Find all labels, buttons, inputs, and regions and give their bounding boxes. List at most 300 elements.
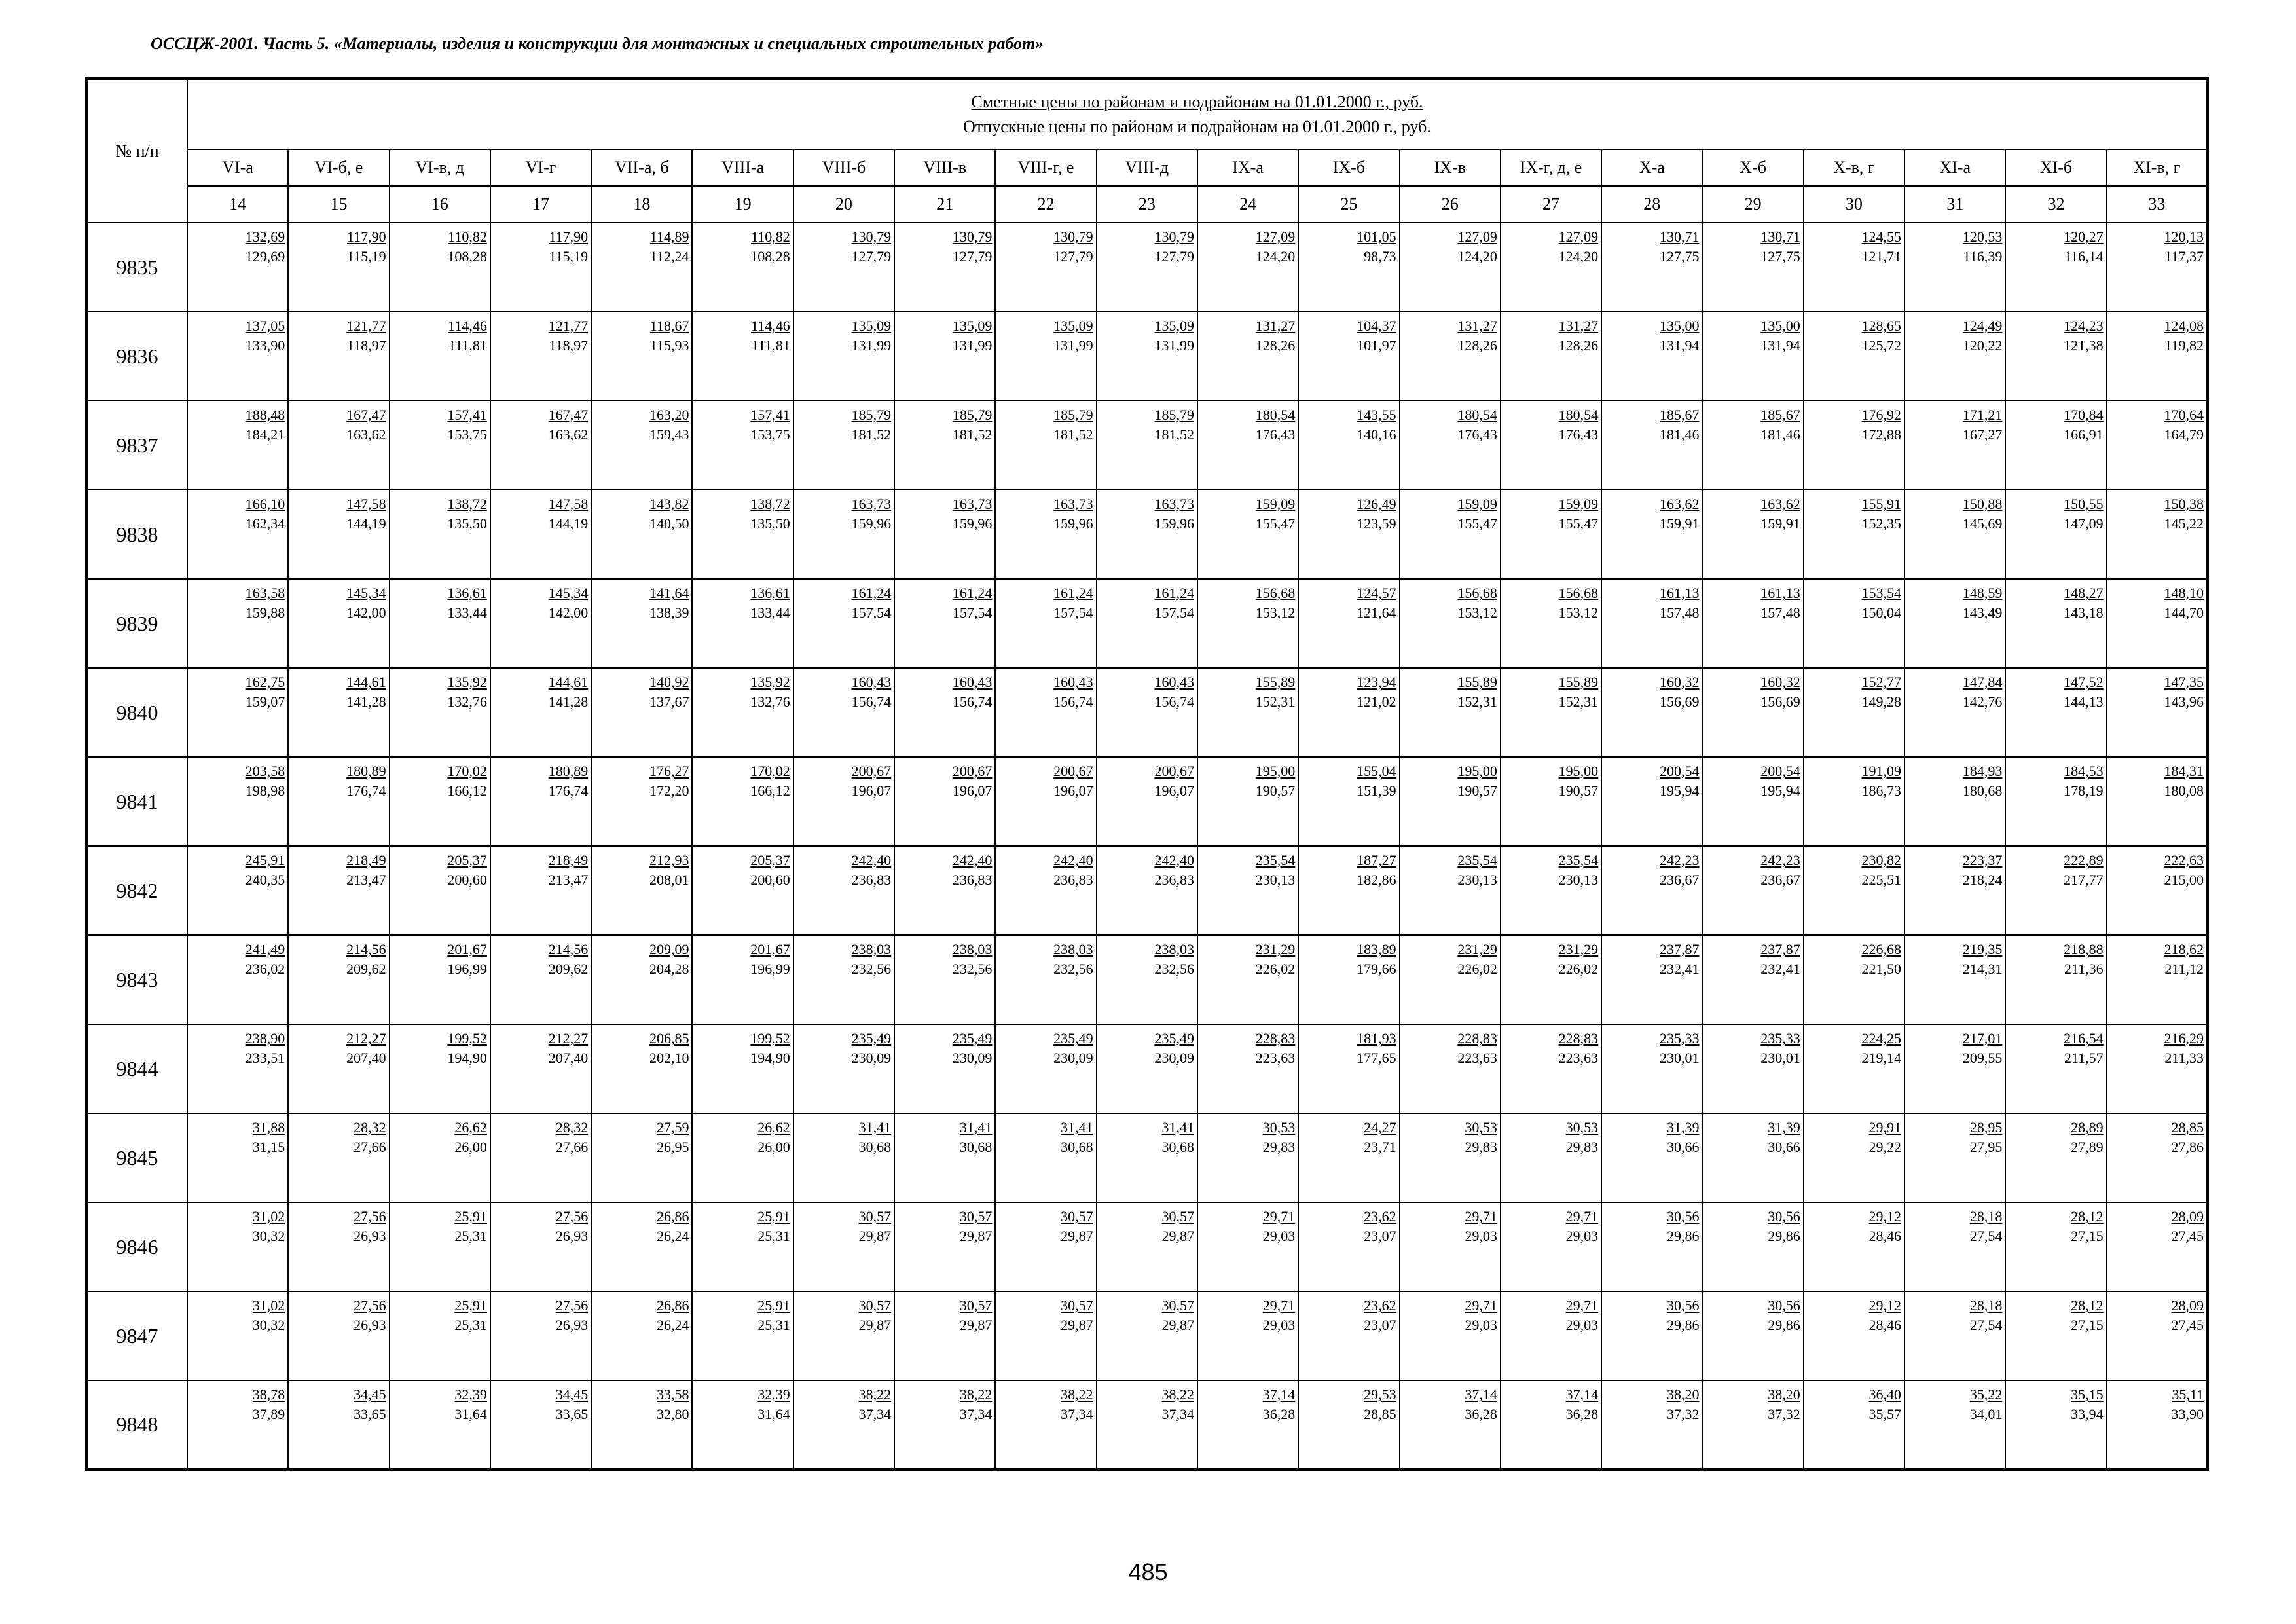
- estimated-price: 38,20: [1768, 1386, 1800, 1403]
- price-cell: [1601, 1291, 1702, 1380]
- price-cell: [894, 935, 995, 1024]
- estimated-price: 27,59: [656, 1119, 689, 1135]
- price-cell: [1400, 401, 1501, 490]
- estimated-price: 230,82: [1861, 852, 1902, 868]
- release-price: 151,39: [1357, 783, 1396, 799]
- price-cell: [1501, 935, 1601, 1024]
- estimated-price: 200,54: [1659, 763, 1700, 779]
- estimated-price: 140,92: [649, 674, 689, 690]
- estimated-price: 30,57: [1161, 1297, 1194, 1314]
- estimated-price: 34,45: [354, 1386, 386, 1403]
- release-price: 150,04: [1861, 604, 1902, 621]
- release-price: 30,66: [1666, 1139, 1700, 1155]
- estimated-price: 144,61: [548, 674, 589, 690]
- estimated-price: 238,03: [851, 941, 892, 957]
- release-price: 232,41: [1760, 961, 1800, 977]
- region-header: VIII-г, е: [995, 149, 1096, 186]
- row-number: 9841: [86, 757, 187, 846]
- release-price: 232,56: [851, 961, 892, 977]
- estimated-price: 38,20: [1666, 1386, 1700, 1403]
- price-cell: [1197, 1380, 1298, 1469]
- price-cell: [1298, 757, 1399, 846]
- table-body: [86, 223, 2208, 1469]
- release-price: 27,66: [354, 1139, 386, 1155]
- estimated-price: 28,89: [2071, 1119, 2104, 1135]
- estimated-price: 26,86: [656, 1208, 689, 1225]
- release-price: 111,81: [448, 337, 487, 354]
- release-price: 159,91: [1760, 515, 1800, 532]
- price-cell: [1197, 312, 1298, 401]
- price-cell: [1804, 490, 1904, 579]
- release-price: 211,12: [2164, 961, 2204, 977]
- price-cell: [692, 490, 793, 579]
- price-cell: [1904, 223, 2005, 312]
- price-cell: [591, 668, 692, 757]
- price-cell: [1804, 935, 1904, 1024]
- price-cell: [2005, 1113, 2106, 1202]
- release-price: 196,99: [750, 961, 790, 977]
- estimated-price: 30,53: [1565, 1119, 1599, 1135]
- estimated-price: 35,11: [2172, 1386, 2204, 1403]
- release-price: 133,90: [245, 337, 285, 354]
- release-price: 208,01: [649, 872, 689, 888]
- column-number: 20: [793, 186, 894, 223]
- release-price: 119,82: [2164, 337, 2204, 354]
- price-cell: [1501, 312, 1601, 401]
- price-cell: [1804, 579, 1904, 668]
- estimated-price: 130,79: [1154, 229, 1194, 245]
- price-cell: [490, 401, 591, 490]
- release-price: 182,86: [1357, 872, 1396, 888]
- release-price: 33,90: [2171, 1406, 2204, 1422]
- price-cell: [793, 935, 894, 1024]
- estimated-price: 212,27: [548, 1030, 589, 1046]
- price-cell: [1601, 1113, 1702, 1202]
- price-cell: [1601, 490, 1702, 579]
- estimated-price: 150,38: [2164, 496, 2204, 512]
- release-price: 135,50: [447, 515, 487, 532]
- row-number: 9846: [86, 1202, 187, 1291]
- release-price: 195,94: [1760, 783, 1800, 799]
- estimated-price: 26,62: [454, 1119, 487, 1135]
- release-price: 226,02: [1457, 961, 1497, 977]
- estimated-price: 128,65: [1861, 318, 1902, 334]
- price-cell: [894, 1291, 995, 1380]
- estimated-price: 242,23: [1659, 852, 1700, 868]
- release-price: 232,56: [952, 961, 993, 977]
- price-cell: [2107, 757, 2208, 846]
- release-price: 127,79: [1053, 248, 1093, 265]
- estimated-price: 121,77: [346, 318, 386, 334]
- price-cell: [1601, 312, 1702, 401]
- release-price: 176,43: [1255, 426, 1296, 443]
- estimated-price: 124,57: [1357, 585, 1396, 601]
- region-header: VI-а: [187, 149, 288, 186]
- price-cell: [995, 579, 1096, 668]
- estimated-price: 161,13: [1659, 585, 1700, 601]
- column-number: 25: [1298, 186, 1399, 223]
- price-cell: [187, 490, 288, 579]
- column-number: 21: [894, 186, 995, 223]
- table-row: [86, 312, 2208, 401]
- price-cell: [390, 1024, 490, 1113]
- estimated-price: 163,62: [1760, 496, 1800, 512]
- estimated-price: 26,86: [656, 1297, 689, 1314]
- table-row: [86, 1291, 2208, 1380]
- release-price: 29,22: [1868, 1139, 1902, 1155]
- price-cell: [894, 401, 995, 490]
- estimated-price: 28,12: [2071, 1208, 2104, 1225]
- release-price: 101,97: [1357, 337, 1396, 354]
- release-price: 236,67: [1659, 872, 1700, 888]
- price-cell: [187, 935, 288, 1024]
- price-cell: [692, 312, 793, 401]
- release-price: 29,86: [1666, 1317, 1700, 1333]
- region-header-row: [86, 149, 2208, 186]
- price-cell: [1904, 312, 2005, 401]
- estimated-price: 199,52: [750, 1030, 790, 1046]
- price-cell: [490, 490, 591, 579]
- estimated-price: 205,37: [447, 852, 487, 868]
- row-number: 9848: [86, 1380, 187, 1469]
- row-number: 9843: [86, 935, 187, 1024]
- price-cell: [1298, 1024, 1399, 1113]
- estimated-price: 222,63: [2164, 852, 2204, 868]
- estimated-price: 170,64: [2164, 407, 2204, 423]
- release-price: 27,15: [2071, 1228, 2104, 1244]
- price-cell: [390, 846, 490, 935]
- estimated-price: 23,62: [1364, 1208, 1396, 1225]
- column-number: 33: [2107, 186, 2208, 223]
- price-cell: [1097, 757, 1197, 846]
- release-price: 190,57: [1457, 783, 1497, 799]
- table-row: [86, 579, 2208, 668]
- release-price: 230,13: [1255, 872, 1296, 888]
- release-price: 33,65: [354, 1406, 386, 1422]
- estimated-price: 124,55: [1861, 229, 1902, 245]
- price-cell: [1298, 579, 1399, 668]
- estimated-price: 156,68: [1558, 585, 1599, 601]
- estimated-price: 218,62: [2164, 941, 2204, 957]
- price-cell: [490, 1113, 591, 1202]
- estimated-price: 32,39: [454, 1386, 487, 1403]
- release-price: 98,73: [1364, 248, 1396, 265]
- page-number: 485: [1128, 1559, 1168, 1585]
- price-cell: [1904, 757, 2005, 846]
- price-cell: [1601, 1202, 1702, 1291]
- estimated-price: 184,93: [1962, 763, 2003, 779]
- release-price: 26,93: [354, 1228, 386, 1244]
- release-price: 33,94: [2071, 1406, 2104, 1422]
- price-cell: [793, 668, 894, 757]
- price-cell: [187, 757, 288, 846]
- release-price: 121,64: [1357, 604, 1396, 621]
- price-cell: [2107, 1113, 2208, 1202]
- estimated-price: 152,77: [1861, 674, 1902, 690]
- estimated-price: 124,49: [1962, 318, 2003, 334]
- estimated-price: 195,00: [1255, 763, 1296, 779]
- release-price: 127,79: [1154, 248, 1194, 265]
- release-price: 153,12: [1255, 604, 1296, 621]
- price-cell: [390, 1291, 490, 1380]
- price-cell: [793, 401, 894, 490]
- estimated-price: 147,84: [1962, 674, 2003, 690]
- estimated-price: 29,12: [1868, 1297, 1902, 1314]
- price-cell: [1400, 579, 1501, 668]
- price-cell: [1298, 401, 1399, 490]
- estimated-price: 185,79: [851, 407, 892, 423]
- price-cell: [1702, 846, 1803, 935]
- estimated-price: 228,83: [1558, 1030, 1599, 1046]
- estimated-price: 144,61: [346, 674, 386, 690]
- price-cell: [2005, 579, 2106, 668]
- estimated-price: 138,72: [750, 496, 790, 512]
- release-price: 223,63: [1255, 1050, 1296, 1066]
- estimated-price: 29,12: [1868, 1208, 1902, 1225]
- price-cell: [390, 312, 490, 401]
- release-price: 230,09: [952, 1050, 993, 1066]
- price-cell: [1702, 223, 1803, 312]
- release-price: 221,50: [1861, 961, 1902, 977]
- estimated-price: 28,18: [1969, 1297, 2003, 1314]
- row-number: 9838: [86, 490, 187, 579]
- price-cell: [2107, 579, 2208, 668]
- price-cell: [591, 757, 692, 846]
- column-number: 31: [1904, 186, 2005, 223]
- price-cell: [288, 490, 389, 579]
- release-price: 152,31: [1255, 693, 1296, 710]
- release-price: 190,57: [1558, 783, 1599, 799]
- price-cell: [490, 935, 591, 1024]
- estimated-price: 160,43: [952, 674, 993, 690]
- region-header: IX-г, д, е: [1501, 149, 1601, 186]
- estimated-price: 183,89: [1357, 941, 1396, 957]
- release-price: 195,94: [1659, 783, 1700, 799]
- price-cell: [1197, 757, 1298, 846]
- estimated-price: 167,47: [548, 407, 589, 423]
- estimated-price: 34,45: [555, 1386, 589, 1403]
- release-price: 153,12: [1457, 604, 1497, 621]
- release-price: 121,71: [1861, 248, 1902, 265]
- release-price: 29,83: [1465, 1139, 1497, 1155]
- estimated-price: 135,09: [952, 318, 993, 334]
- price-cell: [1197, 490, 1298, 579]
- price-cell: [1702, 1291, 1803, 1380]
- release-price: 115,93: [649, 337, 689, 354]
- estimated-price: 242,40: [851, 852, 892, 868]
- estimated-price: 214,56: [346, 941, 386, 957]
- estimated-price: 206,85: [649, 1030, 689, 1046]
- price-cell: [288, 1202, 389, 1291]
- estimated-price: 153,54: [1861, 585, 1902, 601]
- release-price: 121,02: [1357, 693, 1396, 710]
- price-cell: [2107, 490, 2208, 579]
- release-price: 141,28: [548, 693, 589, 710]
- release-price: 190,57: [1255, 783, 1296, 799]
- release-price: 186,73: [1861, 783, 1902, 799]
- column-number: 29: [1702, 186, 1803, 223]
- release-price: 29,87: [1061, 1317, 1093, 1333]
- estimated-price: 226,68: [1861, 941, 1902, 957]
- estimated-price: 235,33: [1760, 1030, 1800, 1046]
- release-price: 172,88: [1861, 426, 1902, 443]
- release-price: 149,28: [1861, 693, 1902, 710]
- release-price: 141,28: [346, 693, 386, 710]
- estimated-price: 141,64: [649, 585, 689, 601]
- price-cell: [995, 935, 1096, 1024]
- release-price: 29,87: [959, 1317, 993, 1333]
- release-price: 230,01: [1760, 1050, 1800, 1066]
- column-number: 24: [1197, 186, 1298, 223]
- region-header: VI-в, д: [390, 149, 490, 186]
- release-price: 202,10: [649, 1050, 689, 1066]
- estimated-price: 28,85: [2171, 1119, 2204, 1135]
- price-cell: [390, 490, 490, 579]
- release-price: 236,83: [851, 872, 892, 888]
- estimated-price: 157,41: [447, 407, 487, 423]
- estimated-price: 235,33: [1659, 1030, 1700, 1046]
- price-cell: [894, 846, 995, 935]
- price-cell: [1601, 1024, 1702, 1113]
- price-cell: [995, 1024, 1096, 1113]
- release-price: 230,13: [1558, 872, 1599, 888]
- price-cell: [1400, 1380, 1501, 1469]
- release-price: 131,99: [952, 337, 993, 354]
- estimated-price: 135,92: [750, 674, 790, 690]
- price-cell: [1904, 846, 2005, 935]
- price-cell: [1298, 223, 1399, 312]
- release-price: 181,52: [952, 426, 993, 443]
- price-cell: [1501, 490, 1601, 579]
- release-price: 118,97: [346, 337, 386, 354]
- release-price: 26,24: [656, 1228, 689, 1244]
- price-cell: [288, 757, 389, 846]
- price-cell: [1097, 1380, 1197, 1469]
- price-cell: [1804, 1202, 1904, 1291]
- release-price: 23,71: [1364, 1139, 1396, 1155]
- release-price: 27,86: [2171, 1139, 2204, 1155]
- table-header-group-row: [86, 79, 2208, 149]
- price-cell: [1702, 312, 1803, 401]
- price-cell: [187, 1113, 288, 1202]
- release-price: 163,62: [548, 426, 589, 443]
- price-cell: [2005, 223, 2106, 312]
- estimated-price: 26,62: [757, 1119, 790, 1135]
- price-cell: [995, 223, 1096, 312]
- price-cell: [1904, 668, 2005, 757]
- release-price: 29,87: [959, 1228, 993, 1244]
- price-cell: [288, 846, 389, 935]
- price-cell: [490, 668, 591, 757]
- estimated-price: 181,93: [1357, 1030, 1396, 1046]
- estimated-price: 30,57: [959, 1208, 993, 1225]
- estimated-price: 245,91: [245, 852, 285, 868]
- release-price: 144,19: [346, 515, 386, 532]
- release-price: 124,20: [1255, 248, 1296, 265]
- price-cell: [390, 1380, 490, 1469]
- estimated-price: 120,13: [2164, 229, 2204, 245]
- price-cell: [1400, 1113, 1501, 1202]
- release-price: 124,20: [1457, 248, 1497, 265]
- release-price: 128,26: [1558, 337, 1599, 354]
- estimated-price: 145,34: [346, 585, 386, 601]
- price-cell: [1904, 401, 2005, 490]
- release-price: 138,39: [649, 604, 689, 621]
- release-price: 133,44: [750, 604, 790, 621]
- estimated-price: 135,09: [1154, 318, 1194, 334]
- estimated-price: 217,01: [1962, 1030, 2003, 1046]
- price-cell: [390, 1202, 490, 1291]
- price-cell: [1904, 1291, 2005, 1380]
- estimated-price: 31,41: [1061, 1119, 1093, 1135]
- price-cell: [894, 223, 995, 312]
- region-header: XI-в, г: [2107, 149, 2208, 186]
- estimated-price: 216,54: [2064, 1030, 2104, 1046]
- estimated-price: 147,35: [2164, 674, 2204, 690]
- estimated-price: 161,13: [1760, 585, 1800, 601]
- estimated-price: 29,71: [1465, 1208, 1497, 1225]
- price-cell: [1804, 846, 1904, 935]
- release-price: 30,68: [1161, 1139, 1194, 1155]
- price-cell: [1501, 1024, 1601, 1113]
- release-price: 162,34: [245, 515, 285, 532]
- estimated-price: 37,14: [1465, 1386, 1497, 1403]
- estimated-price: 30,57: [858, 1208, 892, 1225]
- price-cell: [490, 757, 591, 846]
- estimated-price: 148,59: [1962, 585, 2003, 601]
- price-cell: [288, 668, 389, 757]
- table-row: [86, 490, 2208, 579]
- price-cell: [591, 1202, 692, 1291]
- price-cell: [1702, 490, 1803, 579]
- estimated-price: 135,00: [1760, 318, 1800, 334]
- estimated-price: 114,46: [448, 318, 487, 334]
- release-price: 30,68: [1061, 1139, 1093, 1155]
- estimated-price: 31,41: [959, 1119, 993, 1135]
- price-cell: [591, 1380, 692, 1469]
- price-cell: [591, 1291, 692, 1380]
- release-price: 27,15: [2071, 1317, 2104, 1333]
- estimated-price: 120,27: [2064, 229, 2104, 245]
- estimated-price: 135,09: [851, 318, 892, 334]
- document-header: ОССЦЖ-2001. Часть 5. «Материалы, изделия и конструкции для монтажных и специальных строительных работ»: [151, 34, 1044, 53]
- price-cell: [692, 401, 793, 490]
- estimated-price: 163,73: [952, 496, 993, 512]
- release-price: 196,07: [952, 783, 993, 799]
- price-cell: [1501, 579, 1601, 668]
- price-cell: [894, 668, 995, 757]
- release-price: 28,85: [1364, 1406, 1396, 1422]
- release-price: 166,91: [2064, 426, 2104, 443]
- estimated-price: 238,03: [1154, 941, 1194, 957]
- price-cell: [995, 1202, 1096, 1291]
- region-header: X-в, г: [1804, 149, 1904, 186]
- price-cell: [2005, 757, 2106, 846]
- price-cell: [1097, 1291, 1197, 1380]
- price-cell: [490, 846, 591, 935]
- estimated-price: 209,09: [649, 941, 689, 957]
- estimated-price: 28,09: [2171, 1297, 2204, 1314]
- release-price: 159,88: [245, 604, 285, 621]
- release-price: 30,32: [252, 1317, 285, 1333]
- release-price: 143,49: [1962, 604, 2003, 621]
- release-price: 196,07: [851, 783, 892, 799]
- price-cell: [1904, 1113, 2005, 1202]
- release-price: 217,77: [2064, 872, 2104, 888]
- release-price: 181,52: [1154, 426, 1194, 443]
- price-cell: [894, 579, 995, 668]
- price-cell: [1904, 935, 2005, 1024]
